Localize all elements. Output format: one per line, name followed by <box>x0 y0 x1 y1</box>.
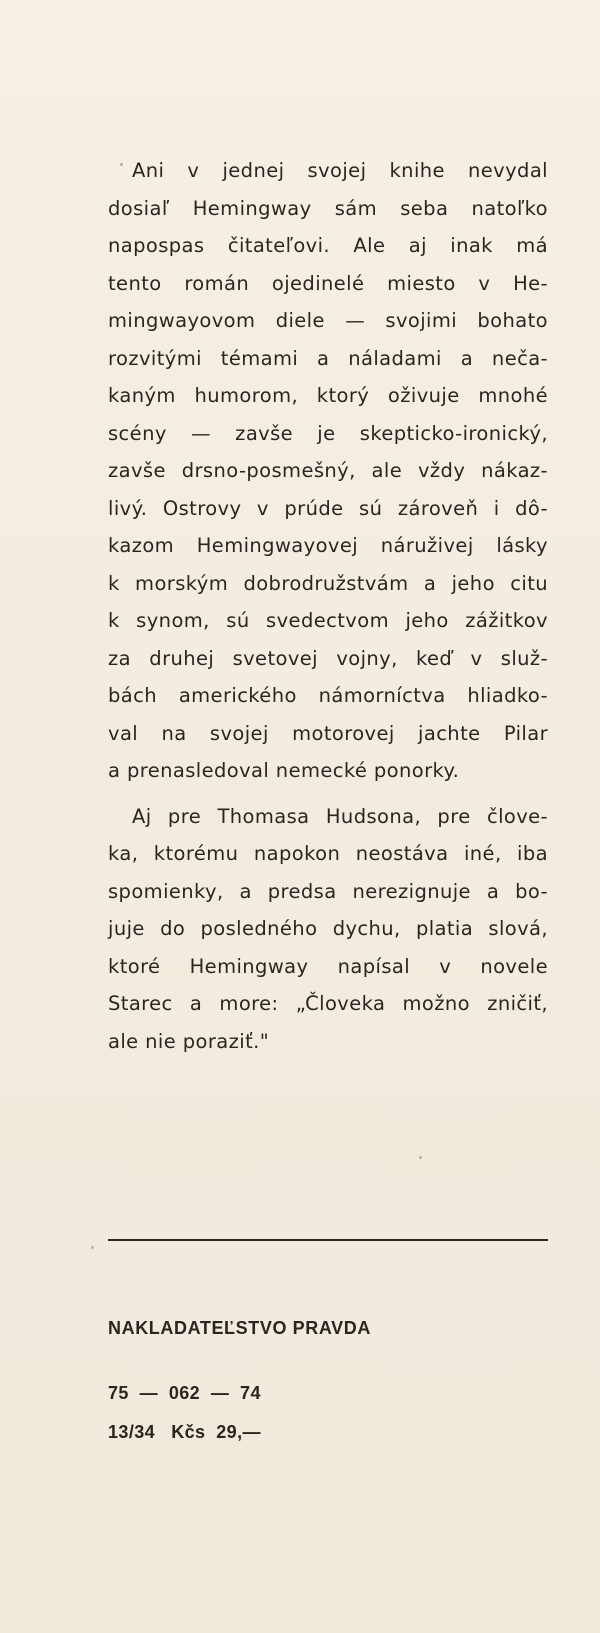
paper-speck <box>120 163 123 166</box>
text-line: k morským dobrodružstvám a jeho citu <box>108 571 548 595</box>
text-line: rozvitými témami a náladami a neča- <box>108 346 548 370</box>
text-line: kaným humorom, ktorý oživuje mnohé <box>108 384 548 407</box>
text-line: Starec a more: „Človeka možno zničiť, <box>108 992 548 1015</box>
text-line: livý. Ostrovy v prúde sú zároveň i dô- <box>108 496 548 520</box>
text-line: Aj pre Thomasa Hudsona, pre člove- <box>132 804 548 828</box>
text-line: ktoré Hemingway napísal v novele <box>108 954 548 978</box>
paragraph-1 <box>108 152 548 790</box>
text-line: val na svojej motorovej jachte Pilar <box>108 721 548 745</box>
text-line: bách amerického námorníctva hliadko- <box>108 684 548 707</box>
text-line: ale nie poraziť." <box>108 1029 270 1053</box>
text-line: tento román ojedinelé miesto v He- <box>108 271 548 295</box>
text-line: za druhej svetovej vojny, keď v služ- <box>108 646 548 670</box>
text-line: dosiaľ Hemingway sám seba natoľko <box>108 196 548 220</box>
text-line: ka, ktorému napokon neostáva iné, iba <box>108 842 548 865</box>
blurb-text <box>108 152 548 1060</box>
price-code: 13/34 Kčs 29,— <box>108 1422 261 1442</box>
publisher-name: NAKLADATEĽSTVO PRAVDA <box>108 1318 371 1338</box>
text-line: a prenasledoval nemecké ponorky. <box>108 759 460 782</box>
paper-speck <box>91 1246 94 1249</box>
text-line: Ani v jednej svojej knihe nevydal <box>132 159 548 182</box>
text-line: napospas čitateľovi. Ale aj inak má <box>108 234 548 257</box>
paragraph-gap <box>108 790 548 798</box>
text-line: spomienky, a predsa nerezignuje a bo- <box>108 879 548 903</box>
text-line: k synom, sú svedectvom jeho zážitkov <box>108 609 548 632</box>
text-line: zavše drsno-posmešný, ale vždy nákaz- <box>108 459 548 482</box>
text-line: scény — zavše je skepticko-ironický, <box>108 421 548 445</box>
catalog-code: 75 — 062 — 74 <box>108 1383 261 1403</box>
paragraph-2 <box>108 798 548 1061</box>
paper-speck <box>419 1156 422 1159</box>
text-line: juje do posledného dychu, platia slová, <box>108 917 548 940</box>
divider-rule <box>108 1239 548 1241</box>
text-line: kazom Hemingwayovej náruživej lásky <box>108 534 548 557</box>
text-line: mingwayovom diele — svojimi bohato <box>108 309 548 332</box>
